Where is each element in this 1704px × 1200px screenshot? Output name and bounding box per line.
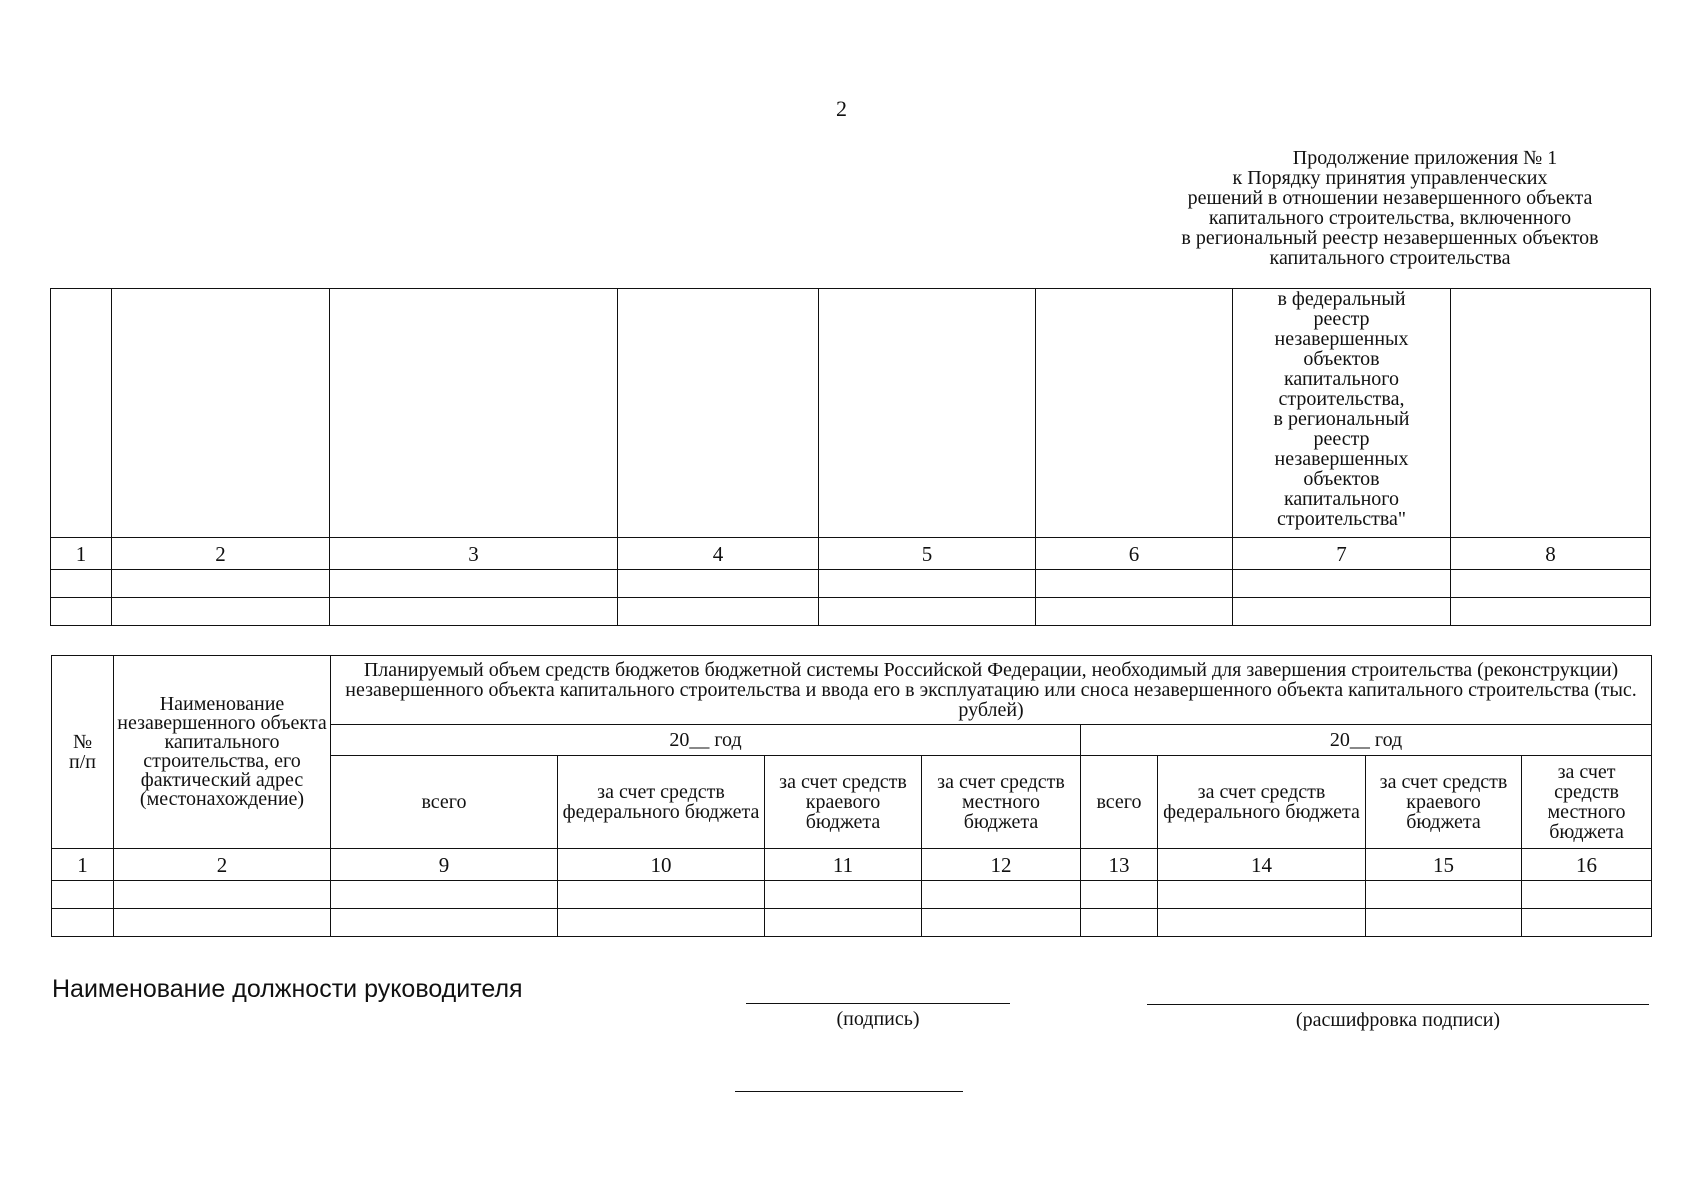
column-number: 4	[618, 538, 819, 570]
empty-cell[interactable]	[1036, 598, 1233, 626]
column-numbers-row	[51, 538, 1651, 570]
column-number: 11	[765, 849, 922, 881]
date-line[interactable]	[735, 1091, 963, 1092]
appendix-line: капитального строительства	[1269, 247, 1511, 269]
table-row	[51, 289, 1651, 538]
regional-budget-header: за счет средств краевого бюджета	[1366, 756, 1522, 849]
planned-volume-header: Планируемый объем средств бюджетов бюджетной системы Российской Федерации, необходимый для завершения строительства (реконструкции) незавершенного объекта капитального строительства и ввода его в эксплуатацию или сноса незавершенного объекта капитального строительства (тыс. рублей)	[331, 656, 1652, 725]
continuation-table	[50, 288, 1651, 626]
column-number: 15	[1366, 849, 1522, 881]
regional-budget-header: за счет средств краевого бюджета	[765, 756, 922, 849]
table-cell	[819, 289, 1036, 538]
empty-cell[interactable]	[331, 881, 558, 909]
empty-cell[interactable]	[922, 881, 1081, 909]
table-row	[51, 598, 1651, 626]
total-header: всего	[331, 756, 558, 849]
federal-budget-header: за счет средств федерального бюджета	[1158, 756, 1366, 849]
empty-cell[interactable]	[51, 598, 112, 626]
total-header: всего	[1081, 756, 1158, 849]
empty-cell[interactable]	[1366, 909, 1522, 937]
table-cell	[112, 289, 330, 538]
empty-cell[interactable]	[1233, 570, 1451, 598]
empty-cell[interactable]	[51, 570, 112, 598]
column-number: 1	[51, 538, 112, 570]
empty-cell[interactable]	[765, 881, 922, 909]
empty-cell[interactable]	[1158, 881, 1366, 909]
table-row	[52, 909, 1652, 937]
signature-caption: (подпись)	[836, 1008, 920, 1030]
table-cell	[1451, 289, 1651, 538]
column-number: 3	[330, 538, 618, 570]
local-budget-header: за счет средств местного бюджета	[922, 756, 1081, 849]
manager-position-label: Наименование должности руководителя	[52, 975, 523, 1003]
appendix-title: Продолжение приложения № 1	[1292, 147, 1558, 169]
empty-cell[interactable]	[819, 598, 1036, 626]
empty-cell[interactable]	[330, 570, 618, 598]
planned-budget-table	[51, 655, 1652, 937]
column-number: 14	[1158, 849, 1366, 881]
table-cell	[1036, 289, 1233, 538]
appendix-line: к Порядку принятия управленческих	[1232, 167, 1548, 189]
column-number: 2	[114, 849, 331, 881]
column-number: 2	[112, 538, 330, 570]
empty-cell[interactable]	[1233, 598, 1451, 626]
object-name-header: Наименование незавершенного объекта капитального строительства, его фактический адрес (местонахождение)	[114, 656, 331, 849]
table-cell	[51, 289, 112, 538]
column-number: 12	[922, 849, 1081, 881]
appendix-header	[1110, 148, 1670, 268]
column-number: 13	[1081, 849, 1158, 881]
appendix-line: решений в отношении незавершенного объекта	[1187, 187, 1593, 209]
empty-cell[interactable]	[819, 570, 1036, 598]
empty-cell[interactable]	[1081, 909, 1158, 937]
column-number: 5	[819, 538, 1036, 570]
local-budget-header: за счет средств местного бюджета	[1522, 756, 1652, 849]
table-cell	[618, 289, 819, 538]
empty-cell[interactable]	[331, 909, 558, 937]
column-number: 16	[1522, 849, 1652, 881]
column-number: 6	[1036, 538, 1233, 570]
empty-cell[interactable]	[618, 598, 819, 626]
empty-cell[interactable]	[1366, 881, 1522, 909]
column-number: 10	[558, 849, 765, 881]
empty-cell[interactable]	[330, 598, 618, 626]
empty-cell[interactable]	[558, 881, 765, 909]
registry-text-cell: в федеральный реестр незавершенных объектов капитального строительства, в региональный реестр незавершенных объектов капитального строительства"	[1233, 289, 1451, 538]
empty-cell[interactable]	[1522, 909, 1652, 937]
empty-cell[interactable]	[112, 598, 330, 626]
empty-cell[interactable]	[922, 909, 1081, 937]
empty-cell[interactable]	[618, 570, 819, 598]
empty-cell[interactable]	[1451, 598, 1651, 626]
signature-decode-caption: (расшифровка подписи)	[1295, 1009, 1501, 1031]
column-number: 8	[1451, 538, 1651, 570]
table-header-row	[52, 656, 1652, 725]
empty-cell[interactable]	[1451, 570, 1651, 598]
column-number: 1	[52, 849, 114, 881]
table-row	[51, 570, 1651, 598]
appendix-line: капитального строительства, включенного	[1208, 207, 1572, 229]
signature-line[interactable]	[746, 1003, 1010, 1004]
row-number-header: № п/п	[52, 656, 114, 849]
federal-budget-header: за счет средств федерального бюджета	[558, 756, 765, 849]
appendix-line: в региональный реестр незавершенных объектов	[1181, 227, 1599, 249]
empty-cell[interactable]	[1522, 881, 1652, 909]
column-number: 7	[1233, 538, 1451, 570]
empty-cell[interactable]	[1036, 570, 1233, 598]
column-number: 9	[331, 849, 558, 881]
empty-cell[interactable]	[114, 909, 331, 937]
empty-cell[interactable]	[52, 909, 114, 937]
table-row	[52, 881, 1652, 909]
empty-cell[interactable]	[112, 570, 330, 598]
empty-cell[interactable]	[1081, 881, 1158, 909]
table-cell	[330, 289, 618, 538]
empty-cell[interactable]	[52, 881, 114, 909]
page-number: 2	[836, 96, 847, 121]
column-numbers-row	[52, 849, 1652, 881]
empty-cell[interactable]	[1158, 909, 1366, 937]
empty-cell[interactable]	[558, 909, 765, 937]
year-header: 20__ год	[331, 725, 1081, 756]
empty-cell[interactable]	[765, 909, 922, 937]
signature-decode-line[interactable]	[1147, 1004, 1649, 1005]
empty-cell[interactable]	[114, 881, 331, 909]
year-header: 20__ год	[1081, 725, 1652, 756]
